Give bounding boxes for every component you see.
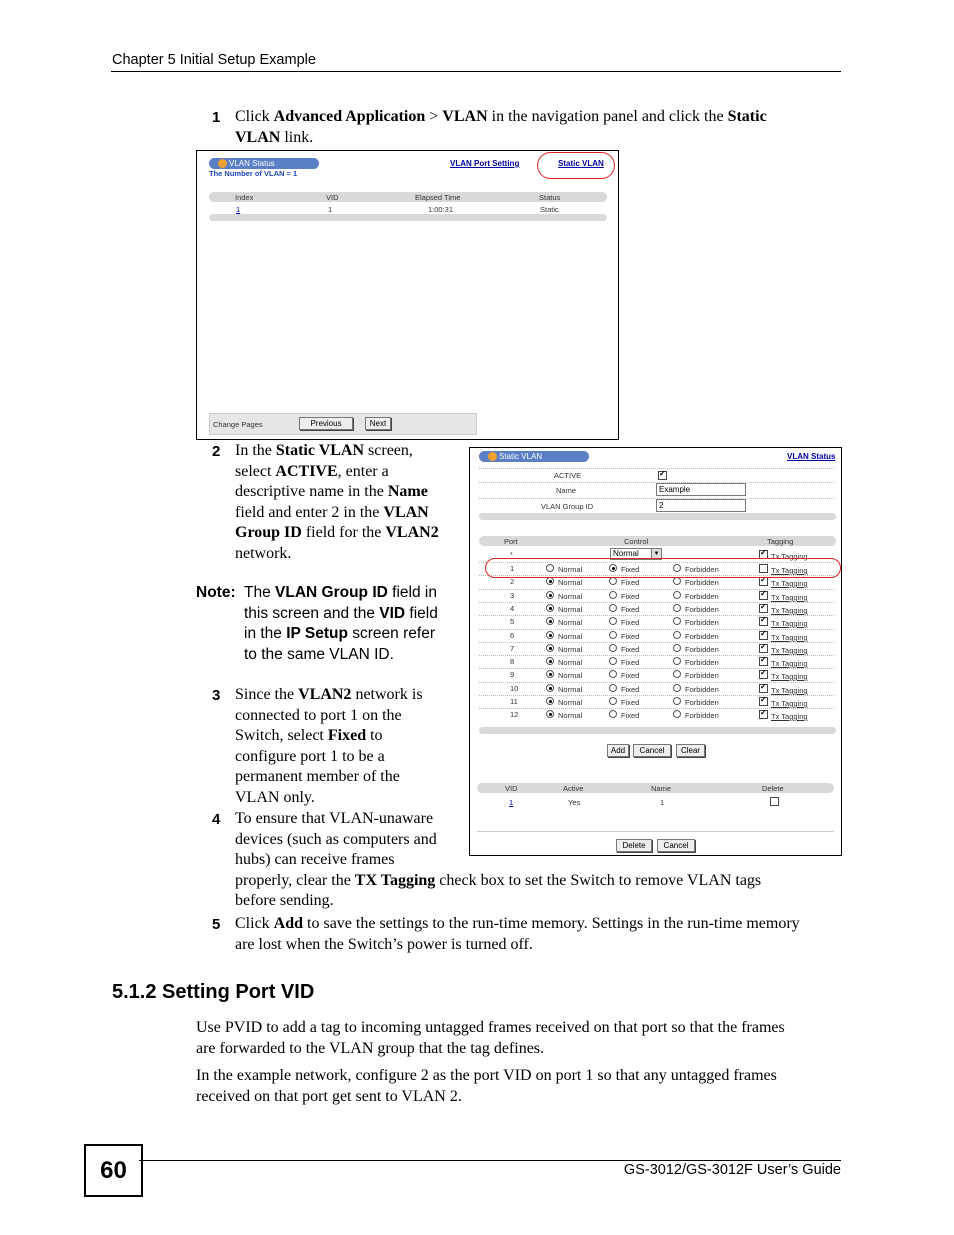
control-all-select[interactable]: Normal ▼: [610, 548, 662, 560]
port-tx-tagging-checkbox[interactable]: [759, 657, 768, 666]
port-tx-tagging-label: Tx Tagging: [771, 699, 808, 708]
col-tagging: Tagging: [767, 537, 794, 546]
port-fixed-radio[interactable]: [609, 710, 617, 718]
step-4-text: To ensure that VLAN-unaware devices (such as computers and hubs) can receive frames properly, clear the TX Tagging check box to set the Switch to remove VLAN tags before sending.: [235, 810, 762, 909]
list-col-active: Active: [563, 784, 584, 793]
step-4-number: 4: [212, 811, 221, 828]
list-col-vid: VID: [505, 784, 518, 793]
port-1-highlight-oval: [485, 558, 841, 578]
port-number: 8: [510, 657, 515, 666]
row-divider: [479, 642, 834, 643]
port-normal-label: Normal: [558, 685, 583, 694]
tx-all-label: Tx Tagging: [771, 552, 808, 561]
port-fixed-label: Fixed: [621, 578, 640, 587]
port-forbidden-radio[interactable]: [673, 710, 681, 718]
list-row-active: Yes: [568, 798, 581, 807]
port-forbidden-radio[interactable]: [673, 604, 681, 612]
port-tx-tagging-label: Tx Tagging: [771, 686, 808, 695]
port-normal-label: Normal: [558, 658, 583, 667]
port-forbidden-label: Forbidden: [685, 645, 719, 654]
cancel-button[interactable]: Cancel: [633, 744, 671, 757]
port-forbidden-label: Forbidden: [685, 605, 719, 614]
port-tx-tagging-checkbox[interactable]: [759, 710, 768, 719]
list-col-name: Name: [651, 784, 672, 793]
port-forbidden-radio[interactable]: [673, 657, 681, 665]
row-divider: [479, 668, 834, 669]
port-fixed-label: Fixed: [621, 605, 640, 614]
section-heading: 5.1.2 Setting Port VID: [112, 981, 315, 1003]
port-forbidden-radio[interactable]: [673, 670, 681, 678]
row-divider: [479, 602, 834, 603]
port-number: 10: [510, 684, 519, 693]
status-table-footer: [209, 214, 607, 221]
col-index: Index: [235, 193, 254, 202]
port-normal-label: Normal: [558, 711, 583, 720]
delete-button[interactable]: Delete: [616, 839, 652, 852]
add-button[interactable]: Add: [607, 744, 629, 757]
section-paragraph-2: In the example network, configure 2 as the port VID on port 1 so that any untagged frames received on that port get sent to VLAN 2.: [196, 1067, 777, 1105]
row-elapsed: 1:00:31: [428, 205, 454, 214]
row-index-link[interactable]: 1: [236, 205, 241, 214]
port-fixed-radio[interactable]: [609, 670, 617, 678]
port-forbidden-label: Forbidden: [685, 618, 719, 627]
row-divider: [479, 629, 834, 630]
port-normal-radio[interactable]: [546, 617, 554, 625]
port-normal-radio[interactable]: [546, 604, 554, 612]
name-input[interactable]: Example: [656, 483, 746, 496]
vlan-status-link[interactable]: VLAN Status: [787, 452, 836, 461]
vlan-count: The Number of VLAN = 1: [209, 169, 298, 178]
static-vlan-link[interactable]: Static VLAN: [558, 159, 604, 168]
port-fixed-label: Fixed: [621, 698, 640, 707]
step-5-number: 5: [212, 916, 221, 933]
col-vid: VID: [326, 193, 339, 202]
previous-button[interactable]: Previous: [299, 417, 353, 430]
port-normal-radio[interactable]: [546, 577, 554, 585]
row-divider: [479, 708, 834, 709]
divider: [477, 831, 834, 832]
port-tx-tagging-checkbox[interactable]: [759, 591, 768, 600]
port-forbidden-label: Forbidden: [685, 565, 719, 574]
port-normal-radio[interactable]: [546, 644, 554, 652]
port-normal-radio[interactable]: [546, 591, 554, 599]
col-status: Status: [539, 193, 561, 202]
vlan-port-setting-link[interactable]: VLAN Port Setting: [450, 159, 520, 168]
port-tx-tagging-label: Tx Tagging: [771, 659, 808, 668]
port-tx-tagging-checkbox[interactable]: [759, 617, 768, 626]
port-tx-tagging-checkbox[interactable]: [759, 631, 768, 640]
clear-button[interactable]: Clear: [676, 744, 705, 757]
port-fixed-radio[interactable]: [609, 697, 617, 705]
port-number: 7: [510, 644, 515, 653]
port-number: 9: [510, 670, 515, 679]
port-number: 12: [510, 710, 519, 719]
header-rule: [111, 71, 841, 72]
port-fixed-label: Fixed: [621, 618, 640, 627]
change-pages-label: Change Pages: [213, 420, 263, 429]
port-tx-tagging-checkbox[interactable]: [759, 684, 768, 693]
port-tx-tagging-label: Tx Tagging: [771, 633, 808, 642]
port-forbidden-radio[interactable]: [673, 591, 681, 599]
port-tx-tagging-label: Tx Tagging: [771, 619, 808, 628]
step-1-text: Click Advanced Application > VLAN in the navigation panel and click the Static VLAN link.: [235, 108, 767, 146]
port-number: 1: [510, 564, 515, 573]
name-label: Name: [556, 486, 577, 495]
port-fixed-radio[interactable]: [609, 577, 617, 585]
port-number: 11: [510, 697, 518, 706]
port-normal-radio[interactable]: [546, 631, 554, 639]
list-row-vid-link[interactable]: 1: [509, 798, 514, 807]
footer-rule: [139, 1160, 841, 1161]
port-fixed-radio[interactable]: [609, 644, 617, 652]
port-forbidden-radio[interactable]: [673, 631, 681, 639]
row-vid: 1: [328, 205, 333, 214]
port-normal-label: Normal: [558, 578, 583, 587]
list-col-delete: Delete: [762, 784, 784, 793]
port-normal-radio[interactable]: [546, 697, 554, 705]
active-label: ACTIVE: [554, 471, 582, 480]
section-paragraph-1: Use PVID to add a tag to incoming untagged frames received on that port so that the frames are forwarded to the VLAN group that the tag defines.: [196, 1019, 785, 1057]
port-fixed-label: Fixed: [621, 658, 640, 667]
form-bar: [479, 513, 836, 520]
port-tx-tagging-checkbox[interactable]: [759, 604, 768, 613]
col-elapsed: Elapsed Time: [415, 193, 461, 202]
port-normal-label: Normal: [558, 592, 583, 601]
step-2-text: In the Static VLAN screen, select ACTIVE, enter a descriptive name in the Name field and enter 2 in the VLAN Group ID field for the VLAN2 network.: [235, 442, 439, 562]
note-label: Note:: [196, 584, 236, 601]
highlight-oval: [537, 152, 615, 179]
cancel-list-button[interactable]: Cancel: [657, 839, 695, 852]
port-forbidden-label: Forbidden: [685, 671, 719, 680]
port-fixed-radio[interactable]: [609, 617, 617, 625]
row-divider: [479, 682, 834, 683]
step-5-text: Click Add to save the settings to the run-time memory. Settings in the run-time memory are lost when the Switch’s power is turned off.: [235, 915, 800, 953]
port-number: 5: [510, 617, 515, 626]
col-control: Control: [624, 537, 649, 546]
port-tx-tagging-label: Tx Tagging: [771, 579, 808, 588]
port-forbidden-label: Forbidden: [685, 632, 719, 641]
port-normal-label: Normal: [558, 645, 583, 654]
port-normal-radio[interactable]: [546, 710, 554, 718]
port-fixed-label: Fixed: [621, 685, 640, 694]
all-ports-star: *: [510, 550, 513, 559]
port-fixed-radio[interactable]: [609, 657, 617, 665]
port-normal-label: Normal: [558, 698, 583, 707]
static-vlan-title: Static VLAN: [479, 451, 589, 462]
port-number: 6: [510, 631, 515, 640]
port-tx-tagging-checkbox[interactable]: [759, 577, 768, 586]
port-forbidden-radio[interactable]: [673, 697, 681, 705]
port-tx-tagging-checkbox[interactable]: [759, 670, 768, 679]
static-vlan-screenshot: [469, 447, 842, 856]
port-forbidden-label: Forbidden: [685, 711, 719, 720]
step-3-number: 3: [212, 687, 221, 704]
guide-title: GS-3012/GS-3012F User’s Guide: [623, 1162, 841, 1178]
chapter-header: Chapter 5 Initial Setup Example: [112, 52, 316, 68]
port-normal-label: Normal: [558, 605, 583, 614]
port-tx-tagging-label: Tx Tagging: [771, 606, 808, 615]
group-id-input[interactable]: 2: [656, 499, 746, 512]
port-normal-label: Normal: [558, 632, 583, 641]
port-forbidden-radio[interactable]: [673, 617, 681, 625]
port-fixed-label: Fixed: [621, 592, 640, 601]
port-table-footer: [479, 727, 836, 734]
port-normal-radio[interactable]: [546, 670, 554, 678]
port-forbidden-label: Forbidden: [685, 658, 719, 667]
port-number: 3: [510, 591, 515, 600]
port-forbidden-label: Forbidden: [685, 592, 719, 601]
port-tx-tagging-label: Tx Tagging: [771, 566, 808, 575]
port-normal-radio[interactable]: [546, 684, 554, 692]
port-number: 2: [510, 577, 515, 586]
row-divider: [479, 589, 834, 590]
note-text: The VLAN Group ID field in this screen and the VID field in the IP Setup screen refer to the same VLAN ID.: [244, 584, 438, 663]
next-button[interactable]: Next: [365, 417, 391, 430]
page-number: 60: [84, 1144, 143, 1197]
row-status: Static: [540, 205, 559, 214]
port-forbidden-radio[interactable]: [673, 577, 681, 585]
port-forbidden-radio[interactable]: [673, 684, 681, 692]
row-divider: [479, 695, 834, 696]
port-normal-label: Normal: [558, 671, 583, 680]
port-number: 4: [510, 604, 515, 613]
port-fixed-radio[interactable]: [609, 631, 617, 639]
title-bullet-icon: [218, 159, 227, 168]
port-forbidden-radio[interactable]: [673, 644, 681, 652]
port-fixed-label: Fixed: [621, 671, 640, 680]
port-normal-radio[interactable]: [546, 657, 554, 665]
vlan-status-title: VLAN Status: [209, 158, 319, 169]
port-fixed-radio[interactable]: [609, 591, 617, 599]
divider: [479, 468, 834, 469]
vlan-status-screenshot: [196, 150, 619, 440]
chevron-down-icon: ▼: [651, 549, 661, 559]
port-fixed-label: Fixed: [621, 632, 640, 641]
port-forbidden-label: Forbidden: [685, 578, 719, 587]
row-divider: [479, 615, 834, 616]
col-port: Port: [504, 537, 518, 546]
port-fixed-label: Fixed: [621, 645, 640, 654]
port-tx-tagging-checkbox[interactable]: [759, 697, 768, 706]
port-tx-tagging-label: Tx Tagging: [771, 672, 808, 681]
port-forbidden-label: Forbidden: [685, 698, 719, 707]
port-fixed-radio[interactable]: [609, 684, 617, 692]
port-tx-tagging-label: Tx Tagging: [771, 593, 808, 602]
port-tx-tagging-label: Tx Tagging: [771, 646, 808, 655]
port-forbidden-label: Forbidden: [685, 685, 719, 694]
list-row-name: 1: [660, 798, 665, 807]
title-bullet-icon: [488, 452, 497, 461]
port-tx-tagging-label: Tx Tagging: [771, 712, 808, 721]
step-3-text: Since the VLAN2 network is connected to port 1 on the Switch, select Fixed to configure port 1 to be a permanent member of the VLAN only.: [235, 686, 423, 806]
step-2-number: 2: [212, 443, 221, 460]
port-fixed-label: Fixed: [621, 711, 640, 720]
port-fixed-label: Fixed: [621, 565, 640, 574]
group-id-label: VLAN Group ID: [541, 502, 594, 511]
active-checkbox[interactable]: [658, 471, 667, 480]
step-1-number: 1: [212, 109, 221, 126]
port-tx-tagging-checkbox[interactable]: [759, 644, 768, 653]
port-fixed-radio[interactable]: [609, 604, 617, 612]
port-normal-label: Normal: [558, 618, 583, 627]
row-divider: [479, 655, 834, 656]
list-row-delete-checkbox[interactable]: [770, 797, 779, 806]
port-normal-label: Normal: [558, 565, 583, 574]
